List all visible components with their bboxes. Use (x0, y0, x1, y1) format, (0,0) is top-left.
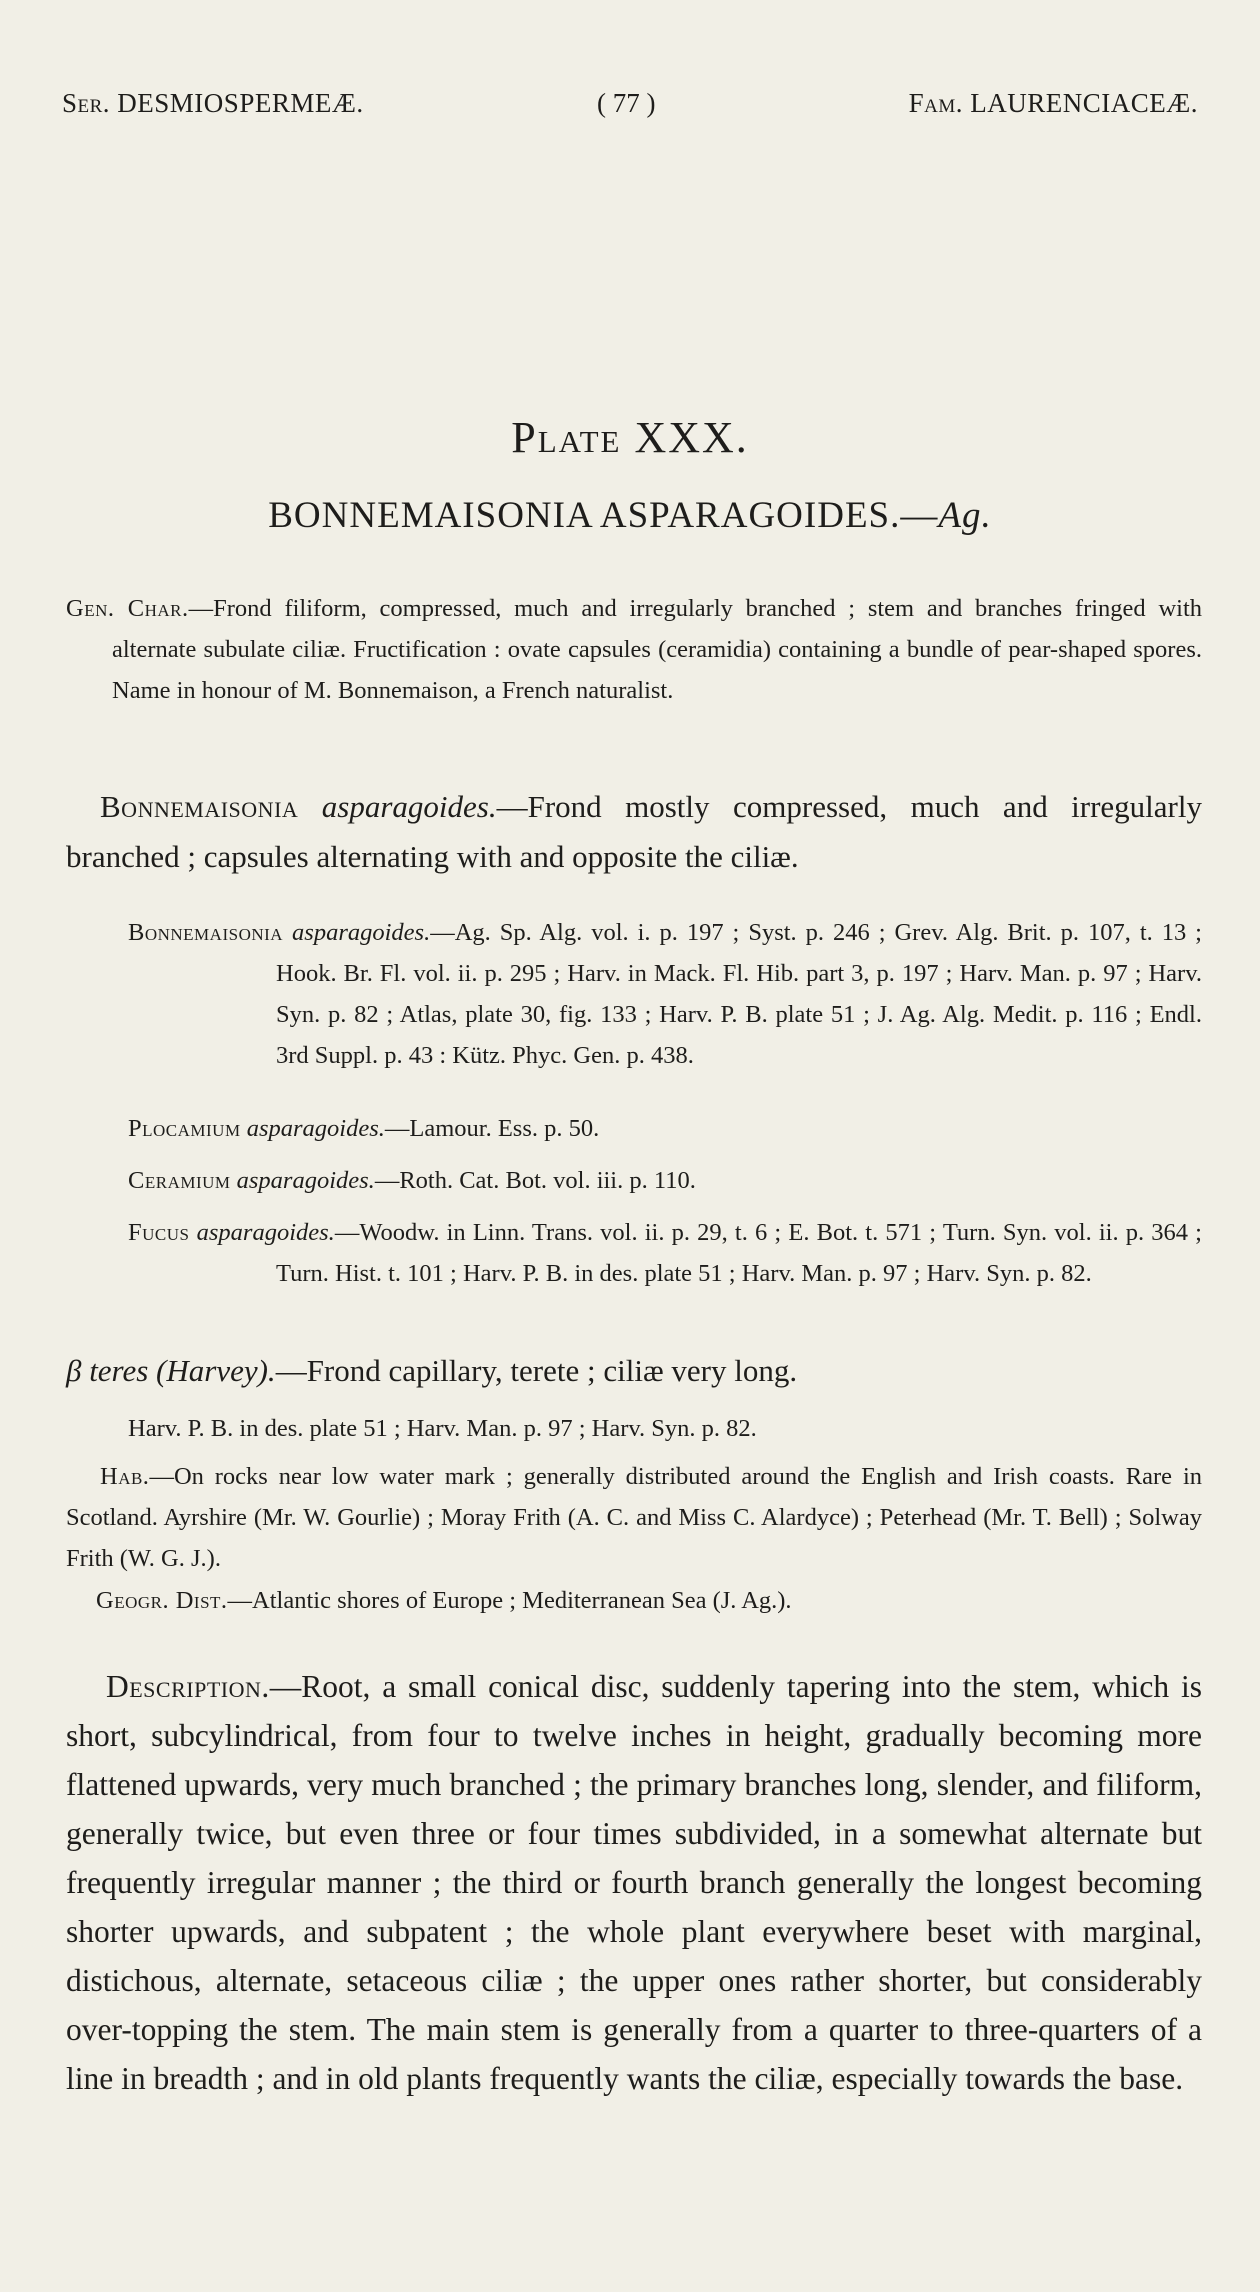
synonym-genus: Plocamium (128, 1115, 241, 1142)
description-text: —Root, a small conical disc, suddenly tapering into the stem, which is short, subcylindrical, from four to twelve inches in height, gradually becoming more flattened upwards, very much branched ; the primary branches long, slender, and filiform, generally twice, but even three or four times subdivided, in a somewhat alternate but frequently irregular manner ; the third or fourth branch generally the longest becoming shorter upwards, and subpatent ; the whole plant everywhere beset with marginal, distichous, alternate, setaceous ciliæ ; the upper ones rather shorter, but considerably over-topping the stem. The main stem is generally from a quarter to three-quarters of a line in breadth ; and in old plants frequently wants the ciliæ, especially towards the base. (66, 1669, 1202, 2096)
generic-character (66, 588, 1202, 711)
variety-text: —Frond capillary, terete ; ciliæ very long. (275, 1353, 798, 1388)
plate-title: Plate XXX. (511, 413, 749, 462)
variety-diagnosis (66, 1346, 1202, 1396)
synonym-entry (128, 1108, 1202, 1149)
diagnosis-text: —Frond mostly compressed, much and irregularly branched ; capsules alternating with and opposite the ciliæ. (66, 789, 1202, 874)
synonym-epithet: asparagoides. (292, 919, 431, 946)
habitat (66, 1456, 1202, 1579)
diagnosis-epithet: asparagoides. (321, 789, 497, 824)
page-number: ( 77 ) (597, 88, 656, 118)
synonym-text: —Ag. Sp. Alg. vol. i. p. 197 ; Syst. p. 246 ; Grev. Alg. Brit. p. 107, t. 13 ; Hook. Br. Fl. vol. ii. p. 295 ; Harv. in Mack. Fl. Hib. part 3, p. 197 ; Harv. Man. p. 97 ; Harv. Syn. p. 82 ; Atlas, plate 30, fig. 133 ; Harv. P. B. plate 51 ; J. Ag. Alg. Medit. p. 116 ; Endl. 3rd Suppl. p. 43 : Kütz. Phyc. Gen. p. 438. (276, 919, 1202, 1069)
habitat-label: Hab. (100, 1463, 150, 1490)
diagnosis-genus: Bonnemaisonia (100, 789, 299, 824)
synonym-text: —Roth. Cat. Bot. vol. iii. p. 110. (374, 1167, 696, 1194)
synonym-epithet: asparagoides. (236, 1167, 375, 1194)
synonym-text: —Woodw. in Linn. Trans. vol. ii. p. 29, t. 6 ; E. Bot. t. 571 ; Turn. Syn. vol. ii. p. 364 ; Turn. Hist. t. 101 ; Harv. P. B. in des. plate 51 ; Harv. Man. p. 97 ; Harv. Syn. p. 82. (276, 1219, 1202, 1287)
gen-char-label: Gen. Char. (66, 595, 189, 622)
header-series: Ser. DESMIOSPERMEÆ. (62, 88, 364, 118)
header-family: Fam. LAURENCIACEÆ. (908, 88, 1198, 118)
synonym-genus: Ceramium (128, 1167, 231, 1194)
species-title (0, 494, 1260, 537)
geographic-distribution (96, 1580, 1202, 1621)
variety-reference: Harv. P. B. in des. plate 51 ; Harv. Man. p. 97 ; Harv. Syn. p. 82. (128, 1415, 757, 1442)
gen-char-text: —Frond filiform, compressed, much and irregularly branched ; stem and branches fringed with alternate subulate ciliæ. Fructification : ovate capsules (ceramidia) containing a bundle of pear-shaped spores. Name in honour of M. Bonnemaison, a French naturalist. (112, 595, 1202, 704)
species-diagnosis (66, 782, 1202, 882)
description (66, 1662, 1202, 2103)
synonym-text: —Lamour. Ess. p. 50. (384, 1115, 600, 1142)
species-author: Ag. (938, 495, 992, 536)
synonym-genus: Bonnemaisonia (128, 919, 284, 946)
habitat-text: —On rocks near low water mark ; generally distributed around the English and Irish coasts. Rare in Scotland. Ayrshire (Mr. W. Gourlie) ; Moray Frith (A. C. and Miss C. Alardyce) ; Peterhead (Mr. T. Bell) ; Solway Frith (W. G. J.). (66, 1463, 1202, 1572)
synonym-entry (128, 912, 1202, 1076)
synonym-entry (128, 1160, 1202, 1201)
synonym-entry (128, 1212, 1202, 1294)
variety-name: β teres (Harvey). (66, 1353, 276, 1388)
description-label: Description. (106, 1669, 270, 1704)
synonym-epithet: asparagoides. (196, 1219, 335, 1246)
geogr-text: —Atlantic shores of Europe ; Mediterranean Sea (J. Ag.). (227, 1587, 792, 1614)
running-header (62, 88, 1198, 128)
species-name: BONNEMAISONIA ASPARAGOIDES.— (268, 495, 939, 536)
synonym-genus: Fucus (128, 1219, 190, 1246)
geogr-label: Geogr. Dist. (96, 1587, 228, 1614)
synonym-epithet: asparagoides. (246, 1115, 385, 1142)
